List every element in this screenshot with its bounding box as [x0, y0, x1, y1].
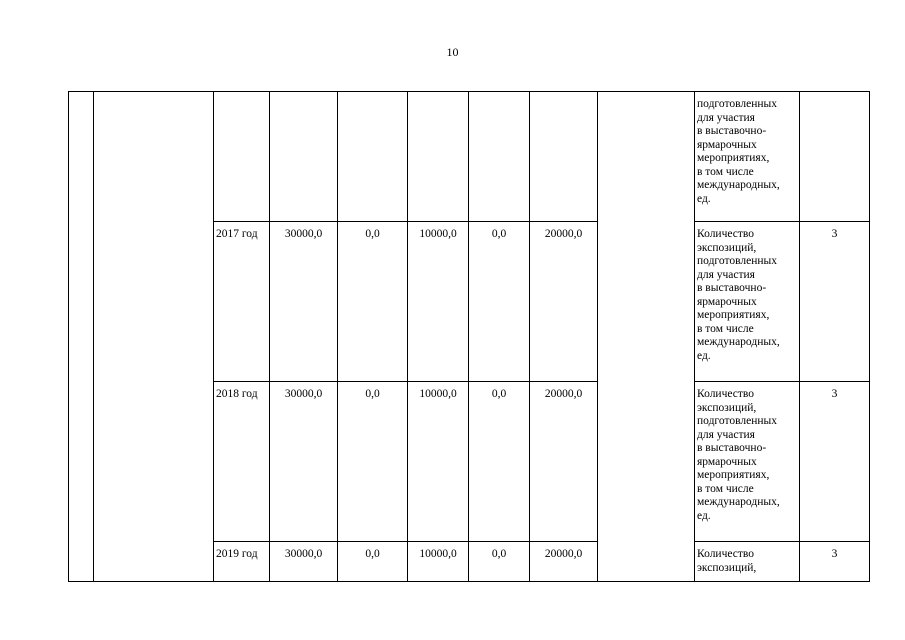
total-cell: 30000,0 — [270, 382, 338, 542]
federal-budget-cell: 0,0 — [338, 382, 408, 542]
indicator-line: в выставочно- — [697, 442, 767, 454]
local-budget-cell: 0,0 — [469, 382, 530, 542]
indicator-line: экспозиций, — [697, 561, 757, 574]
indicator-line: в выставочно- — [697, 125, 767, 137]
regional-budget-cell — [408, 92, 469, 222]
page-number: 10 — [446, 45, 459, 59]
indicator-line: ярмарочных — [697, 138, 757, 151]
indicator-line: международных, — [697, 496, 780, 508]
indicator-cell — [695, 542, 800, 582]
indicator-line: в том числе — [697, 482, 754, 495]
indicator-line: ярмарочных — [697, 295, 757, 308]
indicator-line: для участия — [697, 111, 755, 124]
total-cell — [270, 92, 338, 222]
indicator-line: подготовленных — [697, 255, 777, 267]
indicator-line: подготовленных — [697, 98, 777, 110]
total-cell: 30000,0 — [270, 222, 338, 382]
indicator-line: ед. — [697, 509, 711, 522]
indicator-line: ярмарочных — [697, 455, 757, 468]
indicator-line: подготовленных — [697, 415, 777, 427]
regional-budget-cell: 10000,0 — [408, 382, 469, 542]
indicator-line: мероприятиях, — [697, 469, 770, 481]
other-sources-cell: 20000,0 — [530, 542, 598, 582]
indicator-line: Количество — [697, 388, 754, 400]
indicator-line: в том числе — [697, 165, 754, 178]
row-number-cell — [69, 92, 94, 582]
indicator-line: для участия — [697, 428, 755, 441]
regional-budget-cell: 10000,0 — [408, 222, 469, 382]
total-cell: 30000,0 — [270, 542, 338, 582]
event-name-cell — [94, 92, 214, 582]
indicator-value-cell: 3 — [800, 382, 870, 542]
indicator-line: Количество — [697, 548, 754, 560]
year-cell: 2018 год — [214, 382, 270, 542]
table-row — [69, 92, 870, 222]
indicator-line: международных, — [697, 179, 780, 191]
indicator-line: мероприятиях, — [697, 152, 770, 164]
federal-budget-cell: 0,0 — [338, 542, 408, 582]
year-cell: 2019 год — [214, 542, 270, 582]
local-budget-cell — [469, 92, 530, 222]
other-sources-cell: 20000,0 — [530, 222, 598, 382]
indicator-cell — [695, 222, 800, 382]
other-sources-cell: 20000,0 — [530, 382, 598, 542]
indicator-value-cell: 3 — [800, 542, 870, 582]
indicator-line: в том числе — [697, 322, 754, 335]
indicator-cell — [695, 382, 800, 542]
indicator-line: ед. — [697, 192, 711, 205]
indicator-line: международных, — [697, 336, 780, 348]
indicator-line: мероприятиях, — [697, 309, 770, 321]
executor-cell — [598, 92, 695, 582]
federal-budget-cell — [338, 92, 408, 222]
local-budget-cell: 0,0 — [469, 542, 530, 582]
regional-budget-cell: 10000,0 — [408, 542, 469, 582]
federal-budget-cell: 0,0 — [338, 222, 408, 382]
program-table — [68, 91, 870, 582]
indicator-line: для участия — [697, 268, 755, 281]
year-cell: 2017 год — [214, 222, 270, 382]
indicator-line: экспозиций, — [697, 401, 757, 414]
indicator-value-cell — [800, 92, 870, 222]
indicator-value-cell: 3 — [800, 222, 870, 382]
indicator-line: экспозиций, — [697, 241, 757, 254]
indicator-line: в выставочно- — [697, 282, 767, 294]
year-cell — [214, 92, 270, 222]
indicator-line: ед. — [697, 349, 711, 362]
local-budget-cell: 0,0 — [469, 222, 530, 382]
other-sources-cell — [530, 92, 598, 222]
indicator-line: Количество — [697, 228, 754, 240]
indicator-cell — [695, 92, 800, 222]
